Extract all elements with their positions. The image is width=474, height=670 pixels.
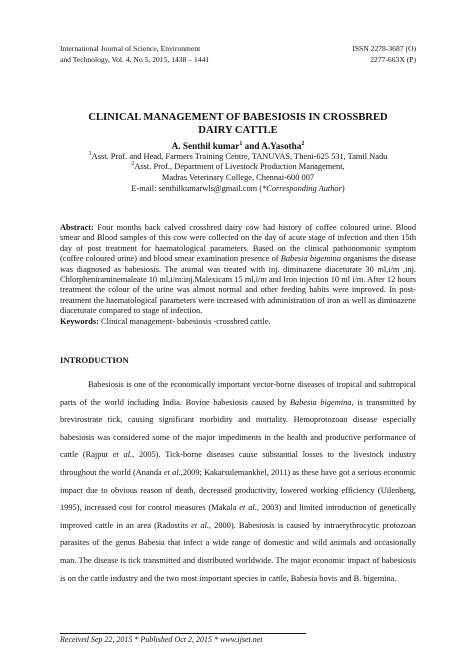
introduction-paragraph xyxy=(60,376,416,587)
intro-text-4: ,2009; Kakarsulemankhel, 2011) as these have got a serious economic impact due to obvious reason of death, decreased productivity, lowered working efficiency (Uilenberg, 1995), increased cost for control measures (Makala xyxy=(60,467,416,513)
intro-etal-3: et al. xyxy=(239,503,257,513)
author-2: A.Yasotha xyxy=(261,141,302,151)
keywords-line xyxy=(60,317,416,327)
footer-divider xyxy=(60,633,306,634)
affiliation-1 xyxy=(60,152,416,163)
affiliation-2-sup: 2 xyxy=(131,161,135,168)
intro-text-2: , is transmitted by brevirostrate tick, causing significant morbidity and mortality. Hemoprotozoan disease especially babesiosis was considered some of the major impediments in the health and productive performance of cattle (Rajput xyxy=(60,397,417,460)
abstract-text-1: Four months back calved crossbred dairy cow had history of coffee coloured urine. Blood smear and Blood samples of this cow were collected on the day of acute stage of infection and then 15th day of post treatment for haematological parameters. Based on the clinical pathonomonic symptom (coffee coloured urine) and blood smear examination presence of xyxy=(60,223,416,264)
email-line xyxy=(60,184,416,195)
intro-text-1: Babesiosis is one of the economically important vector-borne diseases of tropical and subtropical parts of the world including India. Bovine babesiosis caused by xyxy=(60,380,416,407)
intro-etal-2: et al. xyxy=(163,467,181,477)
abstract-section xyxy=(60,223,416,327)
email-prefix: E-mail: senthilkumarwls@gmail.com ( xyxy=(131,183,263,193)
abstract-species: Babesia bigemina xyxy=(280,254,341,264)
intro-text-3: , 2005). Tick-borne diseases cause substantial losses to the livestock industry throughout the world (Ananda xyxy=(60,450,417,477)
intro-text-6: , 2000). Babesiosis is caused by intraerythrocytic protozoan parasites of the genus Babesia that infect a wide range of domestic and wild animals and occasionally man. The disease is tick transmitted and distributed worldwide. The major economic impact of babesiosis is on the cattle industry and the two most important species in cattle, Babesia bovis and B. bigemina. xyxy=(60,520,416,583)
author-1: A. Senthil kumar xyxy=(171,141,240,151)
intro-species: Babesia bigemina xyxy=(289,397,352,407)
author-1-sup: 1 xyxy=(239,140,243,147)
journal-line-2: and Technology, Vol. 4, No 5, 2015, 1438 – 1441 xyxy=(60,54,210,64)
keywords-text: Clinical management- babesiosis -crossbred cattle. xyxy=(98,316,271,326)
paper-title xyxy=(60,111,416,137)
affiliation-1-text: Asst. Prof. and Head, Farmers Training Centre, TANUVAS, Theni-625 531, Tamil Nadu xyxy=(91,151,388,161)
footer-publication-info: Received Sep 22, 2015 * Published Oct 2, 2015 * www.ijset.net xyxy=(60,635,263,644)
introduction-body xyxy=(60,376,416,587)
author-and: and xyxy=(242,141,262,151)
affiliation-2-line-2: Madras Veterinary College, Chennai-600 007 xyxy=(161,173,315,183)
author-2-sup: 2 xyxy=(301,140,305,147)
keywords-label: Keywords: xyxy=(60,316,99,326)
affiliation-2-line-1: Asst. Prof., Department of Livestock Production Management, xyxy=(134,162,345,172)
affiliation-2 xyxy=(60,162,416,173)
abstract-text-2: organisms the disease was diagnosed as babesiosis. The animal was treated with inj. diminazene diaceturate 30 ml,i/m ,inj. Chlorpheniraminemaleate 10 ml,i/m:inj.Malexicam 15 ml,i/m and Iron injection 10 ml i/m. After 12 hours treatment the colour of the urine was almost normal and other feeding habits were improved. In post-treatment the haematological parameters were increased with administration of iron as well as diminazene diaceturate compared to stage of infection. xyxy=(60,254,416,316)
author-block xyxy=(60,141,416,195)
email-suffix: ) xyxy=(341,183,345,193)
abstract-paragraph xyxy=(60,223,416,317)
title-line-1: CLINICAL MANAGEMENT OF BABESIOSIS IN CROSSBRED xyxy=(88,112,388,123)
affiliation-1-sup: 1 xyxy=(88,150,92,157)
section-heading-introduction: INTRODUCTION xyxy=(60,355,129,365)
abstract-label: Abstract: xyxy=(60,223,94,232)
author-names xyxy=(60,141,416,152)
intro-text-5: , 2003) and limited introduction of genetically improved cattle in an area (Radostits xyxy=(60,503,417,530)
intro-etal-4: et al. xyxy=(191,520,209,530)
issn-line-2: 2277-663X (P) xyxy=(370,54,416,64)
title-line-2: DAIRY CATTLE xyxy=(198,125,278,136)
corresponding-author-note: *Corresponding Author xyxy=(262,183,342,193)
issn-block xyxy=(296,44,416,65)
journal-line-1: International Journal of Science, Environment xyxy=(60,44,201,53)
journal-citation xyxy=(60,44,320,65)
intro-etal-1: et al. xyxy=(112,450,133,460)
issn-line-1: ISSN 2278-3687 (O) xyxy=(352,44,416,53)
